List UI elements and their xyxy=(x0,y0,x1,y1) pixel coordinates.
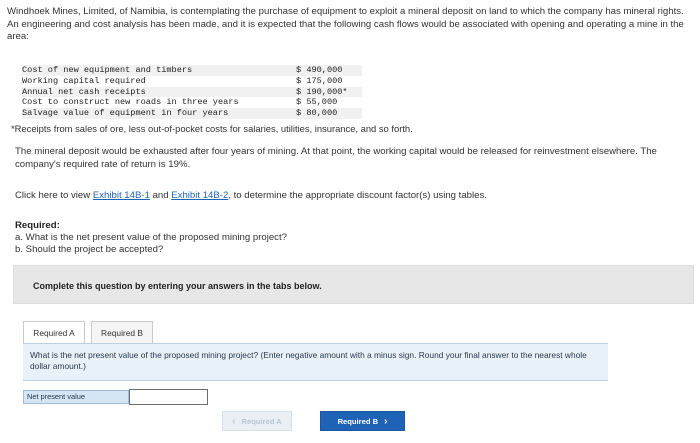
prev-button-label: Required A xyxy=(241,416,282,426)
cash-flow-value: $ 55,000 xyxy=(296,97,338,108)
required-list xyxy=(15,232,287,257)
tab-required-a[interactable]: Required A xyxy=(23,321,85,343)
required-heading: Required: xyxy=(15,220,60,231)
problem-paragraph: The mineral deposit would be exhausted after four years of mining. At that point, the working capital would be released for reinvestment elsewhere. The company's required rate of return is 19%. xyxy=(15,146,657,170)
cash-flow-value: $ 190,000* xyxy=(296,86,348,97)
cash-flow-label: Annual net cash receipts xyxy=(22,86,146,97)
cash-flow-table xyxy=(22,65,362,119)
exhibit-14b-1-link[interactable]: Exhibit 14B-1 xyxy=(92,190,150,201)
cash-flow-label: Cost to construct new roads in three years xyxy=(22,97,239,108)
cash-flow-label: Working capital required xyxy=(22,75,146,86)
chevron-right-icon: › xyxy=(384,415,388,427)
exhibit-prefix: Click here to view xyxy=(15,190,93,201)
question-text: What is the net present value of the proposed mining project? (Enter negative amount with a minus sign. Round your final answer to the nearest whole dollar amount.) xyxy=(30,350,587,371)
footnote: *Receipts from sales of ore, less out-of-pocket costs for salaries, utilities, insurance, and so forth. xyxy=(11,123,413,134)
cash-flow-label: Salvage value of equipment in four years xyxy=(22,108,229,119)
instructions-banner xyxy=(13,265,694,304)
exhibit-suffix: , to determine the appropriate discount factor(s) using tables. xyxy=(228,190,487,201)
instructions-text: Complete this question by entering your answers in the tabs below. xyxy=(33,281,322,291)
table-row xyxy=(22,65,362,76)
cash-flow-value: $ 80,000 xyxy=(296,108,338,119)
problem-intro: Windhoek Mines, Limited, of Namibia, is contemplating the purchase of equipment to exploit a mineral deposit on land to which the company has mineral rights. An engineering and cost analysis has been made, and it is expected that the following cash flows would be associated with opening and operating a mine in the area: xyxy=(7,6,684,43)
required-item-a: a. What is the net present value of the proposed mining project? xyxy=(15,232,287,243)
cash-flow-value: $ 490,000 xyxy=(296,65,343,75)
question-panel xyxy=(23,343,608,381)
next-button[interactable] xyxy=(320,411,405,431)
next-button-label: Required B xyxy=(337,416,379,426)
exhibit-instructions xyxy=(15,190,487,201)
answer-row xyxy=(23,390,208,404)
table-row xyxy=(22,76,362,87)
exhibit-middle: and xyxy=(149,190,172,201)
cash-flow-label: Cost of new equipment and timbers xyxy=(22,65,193,75)
cash-flow-value: $ 175,000 xyxy=(296,75,343,86)
chevron-left-icon: ‹ xyxy=(232,415,236,427)
npv-label: Net present value xyxy=(23,390,129,404)
table-row xyxy=(22,108,362,119)
prev-button[interactable] xyxy=(222,411,292,431)
npv-input[interactable] xyxy=(129,389,208,405)
table-row xyxy=(22,97,362,108)
required-item-b: b. Should the project be accepted? xyxy=(15,244,164,256)
tab-required-b[interactable]: Required B xyxy=(91,321,153,343)
table-row xyxy=(22,87,362,98)
exhibit-14b-2-link[interactable]: Exhibit 14B-2 xyxy=(171,190,229,201)
